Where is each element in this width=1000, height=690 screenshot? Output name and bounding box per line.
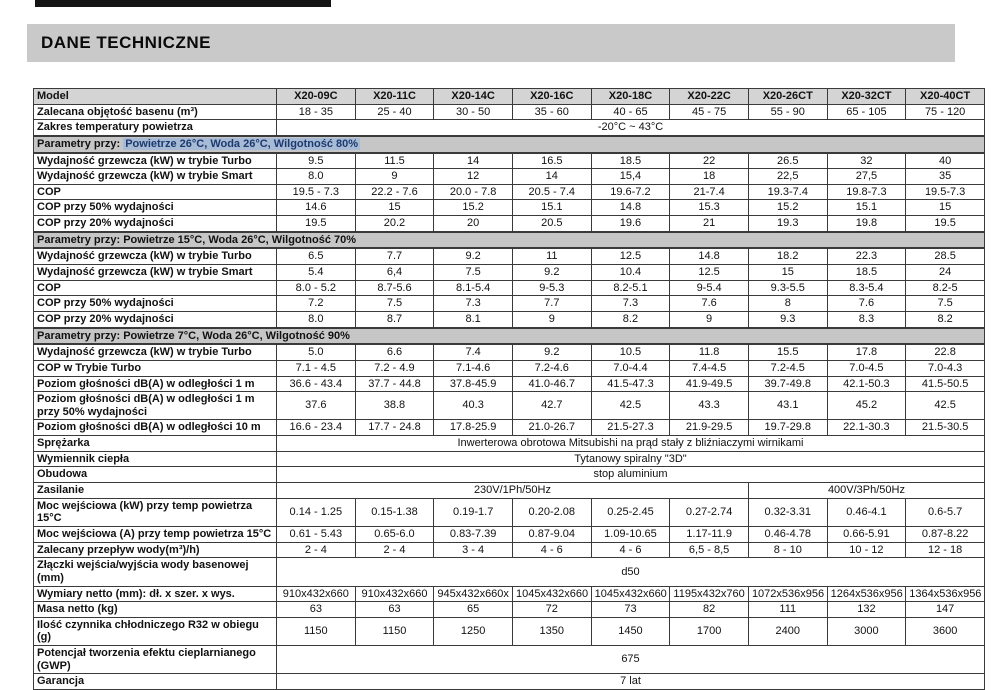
spec-value: 8.0	[277, 169, 356, 185]
spec-value: 7.5	[434, 265, 513, 281]
row-label: COP przy 20% wydajności	[34, 311, 277, 327]
spec-value: 28.5	[906, 248, 985, 264]
spec-value: 19.3	[748, 216, 827, 232]
spec-value: 21-7.4	[670, 184, 749, 200]
spec-value: 8.2	[906, 311, 985, 327]
spec-value: 17.8-25.9	[434, 420, 513, 436]
table-row	[34, 602, 985, 618]
spec-value: 0.66-5.91	[827, 526, 906, 542]
spec-value: 5.4	[277, 265, 356, 281]
spec-value: 9.2	[512, 265, 591, 281]
spec-value: 19.5-7.3	[906, 184, 985, 200]
column-header-model: X20-40CT	[906, 89, 985, 105]
spec-value: 8.2-5.1	[591, 280, 670, 296]
table-row	[34, 265, 985, 281]
spec-value: 0.46-4.78	[748, 526, 827, 542]
row-label: Wymiary netto (mm): dł. x szer. x wys.	[34, 586, 277, 602]
row-label: Moc wejściowa (A) przy temp powietrza 15°C	[34, 526, 277, 542]
spec-value: 2 - 4	[277, 542, 356, 558]
spec-value: 1364x536x956	[906, 586, 985, 602]
spec-value: 7.2	[277, 296, 356, 312]
section-condition: Powietrze 7°C, Woda 26°C, Wilgotność 90%	[123, 329, 350, 342]
spec-value: 14	[512, 169, 591, 185]
spec-value: 3600	[906, 617, 985, 645]
spec-value: 7.4-4.5	[670, 360, 749, 376]
spec-value: 0.46-4.1	[827, 498, 906, 526]
spec-value: 1045x432x660	[512, 586, 591, 602]
spec-value: 20.5 - 7.4	[512, 184, 591, 200]
spec-value: 10.5	[591, 344, 670, 360]
spec-value: 11.8	[670, 344, 749, 360]
spec-value: 37.6	[277, 392, 356, 420]
row-label: COP przy 50% wydajności	[34, 200, 277, 216]
spec-value: 0.27-2.74	[670, 498, 749, 526]
spec-table	[33, 88, 985, 690]
spec-value: 6,5 - 8,5	[670, 542, 749, 558]
spec-value-span: 675	[277, 646, 985, 674]
spec-value: 15.2	[434, 200, 513, 216]
spec-value: 910x432x660	[277, 586, 356, 602]
spec-value: 147	[906, 602, 985, 618]
spec-value: 15,4	[591, 169, 670, 185]
row-label: Poziom głośności dB(A) w odległości 10 m	[34, 420, 277, 436]
spec-value: 72	[512, 602, 591, 618]
spec-value: 45 - 75	[670, 104, 749, 120]
row-label: Moc wejściowa (kW) przy temp powietrza 15°C	[34, 498, 277, 526]
spec-value: 15	[906, 200, 985, 216]
spec-value: 7.7	[355, 248, 434, 264]
spec-value: 12.5	[670, 265, 749, 281]
spec-value: 7.1 - 4.5	[277, 360, 356, 376]
spec-value: 16.6 - 23.4	[277, 420, 356, 436]
spec-value: 0.15-1.38	[355, 498, 434, 526]
spec-value: 45.2	[827, 392, 906, 420]
spec-value: 22.1-30.3	[827, 420, 906, 436]
spec-value-span: -20°C ~ 43°C	[277, 120, 985, 136]
table-row	[34, 248, 985, 264]
spec-value: 15.3	[670, 200, 749, 216]
spec-value: 7.3	[434, 296, 513, 312]
spec-value: 21.5-27.3	[591, 420, 670, 436]
spec-value: 16.5	[512, 153, 591, 169]
spec-value: 43.1	[748, 392, 827, 420]
spec-value: 43.3	[670, 392, 749, 420]
row-label: Poziom głośności dB(A) w odległości 1 m przy 50% wydajności	[34, 392, 277, 420]
spec-value: 8 - 10	[748, 542, 827, 558]
table-row	[34, 674, 985, 690]
spec-value: 4 - 6	[591, 542, 670, 558]
spec-value: 1150	[355, 617, 434, 645]
spec-value: 14.8	[591, 200, 670, 216]
spec-value: 18 - 35	[277, 104, 356, 120]
row-label: Zakres temperatury powietrza	[34, 120, 277, 136]
section-header-row	[34, 136, 985, 153]
spec-value: 24	[906, 265, 985, 281]
spec-value: 9.3-5.5	[748, 280, 827, 296]
spec-value: 7.0-4.5	[827, 360, 906, 376]
spec-value-right: 400V/3Ph/50Hz	[748, 483, 984, 499]
section-prefix: Parametry przy:	[37, 137, 124, 150]
spec-value: 21.5-30.5	[906, 420, 985, 436]
spec-value: 21.0-26.7	[512, 420, 591, 436]
row-label: Zalecana objętość basenu (m³)	[34, 104, 277, 120]
spec-value: 15.1	[512, 200, 591, 216]
spec-value: 1072x536x956	[748, 586, 827, 602]
spec-value: 75 - 120	[906, 104, 985, 120]
row-label: COP	[34, 184, 277, 200]
spec-value: 7.0-4.4	[591, 360, 670, 376]
spec-value: 2 - 4	[355, 542, 434, 558]
spec-value: 9	[512, 311, 591, 327]
spec-value: 8.0 - 5.2	[277, 280, 356, 296]
spec-value: 8.0	[277, 311, 356, 327]
spec-value: 19.5	[906, 216, 985, 232]
table-row	[34, 483, 985, 499]
spec-value: 0.20-2.08	[512, 498, 591, 526]
spec-value: 8.7	[355, 311, 434, 327]
row-label: COP przy 20% wydajności	[34, 216, 277, 232]
spec-value: 111	[748, 602, 827, 618]
spec-value: 15	[748, 265, 827, 281]
spec-value: 22,5	[748, 169, 827, 185]
spec-value: 41.9-49.5	[670, 376, 749, 392]
section-header	[34, 136, 985, 153]
section-condition: Powietrze 15°C, Woda 26°C, Wilgotność 70%	[123, 233, 357, 246]
spec-value-span: d50	[277, 558, 985, 586]
spec-value: 19.8-7.3	[827, 184, 906, 200]
spec-value: 7.2 - 4.9	[355, 360, 434, 376]
spec-value: 37.8-45.9	[434, 376, 513, 392]
spec-value: 1250	[434, 617, 513, 645]
spec-value: 8.3-5.4	[827, 280, 906, 296]
spec-value: 41.5-47.3	[591, 376, 670, 392]
spec-value: 19.3-7.4	[748, 184, 827, 200]
row-label: Garancja	[34, 674, 277, 690]
spec-value: 7.5	[906, 296, 985, 312]
table-row	[34, 280, 985, 296]
spec-value: 1450	[591, 617, 670, 645]
table-row	[34, 311, 985, 327]
spec-value: 0.32-3.31	[748, 498, 827, 526]
row-label: Wydajność grzewcza (kW) w trybie Smart	[34, 265, 277, 281]
spec-value: 25 - 40	[355, 104, 434, 120]
spec-value: 19.7-29.8	[748, 420, 827, 436]
spec-value: 15.1	[827, 200, 906, 216]
spec-value: 7.2-4.6	[512, 360, 591, 376]
spec-value: 35	[906, 169, 985, 185]
spec-value: 1.09-10.65	[591, 526, 670, 542]
spec-value: 40 - 65	[591, 104, 670, 120]
spec-value: 20.0 - 7.8	[434, 184, 513, 200]
row-label: Ilość czynnika chłodniczego R32 w obiegu (g)	[34, 617, 277, 645]
spec-value: 9	[670, 311, 749, 327]
spec-value: 7.0-4.3	[906, 360, 985, 376]
spec-value: 7.2-4.5	[748, 360, 827, 376]
table-row	[34, 200, 985, 216]
spec-value: 12 - 18	[906, 542, 985, 558]
spec-value: 22.2 - 7.6	[355, 184, 434, 200]
column-header-label: Model	[34, 89, 277, 105]
spec-value: 11	[512, 248, 591, 264]
spec-value: 21	[670, 216, 749, 232]
spec-value: 9-5.3	[512, 280, 591, 296]
spec-value: 17.7 - 24.8	[355, 420, 434, 436]
column-header-model: X20-09C	[277, 89, 356, 105]
row-label: Wydajność grzewcza (kW) w trybie Smart	[34, 169, 277, 185]
table-row	[34, 376, 985, 392]
spec-value: 22.8	[906, 344, 985, 360]
spec-value: 15.2	[748, 200, 827, 216]
spec-value: 42.1-50.3	[827, 376, 906, 392]
table-row	[34, 104, 985, 120]
spec-value: 20	[434, 216, 513, 232]
page-title: DANE TECHNICZNE	[41, 33, 211, 52]
spec-value: 36.6 - 43.4	[277, 376, 356, 392]
spec-value: 14.8	[670, 248, 749, 264]
table-row	[34, 436, 985, 452]
spec-value: 14.6	[277, 200, 356, 216]
spec-value: 17.8	[827, 344, 906, 360]
column-header-model: X20-32CT	[827, 89, 906, 105]
column-header-model: X20-11C	[355, 89, 434, 105]
row-label: Wydajność grzewcza (kW) w trybie Turbo	[34, 153, 277, 169]
spec-value: 9.2	[512, 344, 591, 360]
title-banner	[27, 24, 955, 62]
spec-value: 1195x432x760	[670, 586, 749, 602]
column-header-model: X20-16C	[512, 89, 591, 105]
spec-value: 5.0	[277, 344, 356, 360]
spec-value: 0.87-8.22	[906, 526, 985, 542]
row-label: Sprężarka	[34, 436, 277, 452]
spec-value: 15.5	[748, 344, 827, 360]
spec-value: 9.3	[748, 311, 827, 327]
spec-value: 19.5 - 7.3	[277, 184, 356, 200]
section-header-row	[34, 232, 985, 249]
spec-value: 18.5	[591, 153, 670, 169]
row-label: COP	[34, 280, 277, 296]
spec-value: 1150	[277, 617, 356, 645]
spec-value: 37.7 - 44.8	[355, 376, 434, 392]
spec-value: 35 - 60	[512, 104, 591, 120]
spec-value: 41.0-46.7	[512, 376, 591, 392]
spec-value: 0.61 - 5.43	[277, 526, 356, 542]
spec-value: 132	[827, 602, 906, 618]
spec-value-span: Inwerterowa obrotowa Mitsubishi na prąd stały z bliźniaczymi wirnikami	[277, 436, 985, 452]
spec-value: 19.6-7.2	[591, 184, 670, 200]
spec-value: 910x432x660	[355, 586, 434, 602]
top-edge-bar	[35, 0, 331, 7]
spec-value: 30 - 50	[434, 104, 513, 120]
spec-value: 8.2-5	[906, 280, 985, 296]
spec-table-body	[34, 89, 985, 690]
table-row	[34, 392, 985, 420]
section-condition: Powietrze 26°C, Woda 26°C, Wilgotność 80%	[125, 137, 359, 150]
spec-value: 7.1-4.6	[434, 360, 513, 376]
spec-value: 1350	[512, 617, 591, 645]
table-row	[34, 344, 985, 360]
table-row	[34, 420, 985, 436]
spec-value: 11.5	[355, 153, 434, 169]
spec-value: 6,4	[355, 265, 434, 281]
row-label: COP przy 50% wydajności	[34, 296, 277, 312]
column-header-model: X20-26CT	[748, 89, 827, 105]
spec-value: 7.6	[827, 296, 906, 312]
spec-value: 1045x432x660	[591, 586, 670, 602]
spec-value: 41.5-50.5	[906, 376, 985, 392]
table-row	[34, 169, 985, 185]
spec-value: 18.2	[748, 248, 827, 264]
spec-value: 14	[434, 153, 513, 169]
column-header-model: X20-22C	[670, 89, 749, 105]
row-label: Poziom głośności dB(A) w odległości 1 m	[34, 376, 277, 392]
spec-value: 0.25-2.45	[591, 498, 670, 526]
spec-value: 38.8	[355, 392, 434, 420]
table-row	[34, 542, 985, 558]
column-header-model: X20-18C	[591, 89, 670, 105]
spec-value: 22	[670, 153, 749, 169]
table-row	[34, 184, 985, 200]
spec-value: 0.19-1.7	[434, 498, 513, 526]
spec-value: 7.7	[512, 296, 591, 312]
spec-value: 6.6	[355, 344, 434, 360]
spec-value: 19.5	[277, 216, 356, 232]
column-header-model: X20-14C	[434, 89, 513, 105]
row-label: Potencjał tworzenia efektu cieplarnianego (GWP)	[34, 646, 277, 674]
spec-value: 3000	[827, 617, 906, 645]
spec-value: 9.2	[434, 248, 513, 264]
spec-value: 18.5	[827, 265, 906, 281]
table-row	[34, 498, 985, 526]
spec-value: 20.5	[512, 216, 591, 232]
row-label: Wydajność grzewcza (kW) w trybie Turbo	[34, 344, 277, 360]
row-label: Złączki wejścia/wyjścia wody basenowej (mm)	[34, 558, 277, 586]
spec-value: 32	[827, 153, 906, 169]
spec-value: 20.2	[355, 216, 434, 232]
row-label: Wydajność grzewcza (kW) w trybie Turbo	[34, 248, 277, 264]
spec-value: 0.65-6.0	[355, 526, 434, 542]
row-label: Zasilanie	[34, 483, 277, 499]
spec-value: 7.6	[670, 296, 749, 312]
spec-value: 4 - 6	[512, 542, 591, 558]
spec-value: 0.14 - 1.25	[277, 498, 356, 526]
spec-value: 39.7-49.8	[748, 376, 827, 392]
spec-value: 1.17-11.9	[670, 526, 749, 542]
spec-value: 8.2	[591, 311, 670, 327]
section-header	[34, 328, 985, 345]
spec-value: 82	[670, 602, 749, 618]
spec-value: 9-5.4	[670, 280, 749, 296]
table-row	[34, 646, 985, 674]
spec-value: 8.1	[434, 311, 513, 327]
table-row	[34, 617, 985, 645]
spec-value: 2400	[748, 617, 827, 645]
table-row	[34, 296, 985, 312]
spec-value: 0.6-5.7	[906, 498, 985, 526]
spec-value: 3 - 4	[434, 542, 513, 558]
spec-value: 7.4	[434, 344, 513, 360]
spec-value: 40	[906, 153, 985, 169]
section-prefix: Parametry przy:	[37, 233, 124, 246]
section-prefix: Parametry przy:	[37, 329, 124, 342]
table-row	[34, 216, 985, 232]
spec-value: 26.5	[748, 153, 827, 169]
spec-value: 7.5	[355, 296, 434, 312]
spec-value: 8.3	[827, 311, 906, 327]
spec-value: 27,5	[827, 169, 906, 185]
spec-value: 42.7	[512, 392, 591, 420]
spec-value: 9.5	[277, 153, 356, 169]
spec-value: 18	[670, 169, 749, 185]
spec-value: 9	[355, 169, 434, 185]
row-label: Wymiennik ciepła	[34, 451, 277, 467]
table-row	[34, 120, 985, 136]
spec-value: 1700	[670, 617, 749, 645]
spec-value: 8	[748, 296, 827, 312]
spec-value: 63	[355, 602, 434, 618]
table-row	[34, 586, 985, 602]
row-label: Zalecany przepływ wody(m³)/h)	[34, 542, 277, 558]
spec-value: 15	[355, 200, 434, 216]
spec-value-span: 7 lat	[277, 674, 985, 690]
table-row	[34, 360, 985, 376]
spec-value-span: Tytanowy spiralny "3D"	[277, 451, 985, 467]
spec-value-span: stop aluminium	[277, 467, 985, 483]
spec-value-left: 230V/1Ph/50Hz	[277, 483, 749, 499]
spec-value: 8.1-5.4	[434, 280, 513, 296]
spec-value: 63	[277, 602, 356, 618]
spec-value: 65	[434, 602, 513, 618]
spec-value: 19.8	[827, 216, 906, 232]
spec-value: 6.5	[277, 248, 356, 264]
row-label: Masa netto (kg)	[34, 602, 277, 618]
row-label: Obudowa	[34, 467, 277, 483]
spec-value: 22.3	[827, 248, 906, 264]
spec-value: 12.5	[591, 248, 670, 264]
section-header	[34, 232, 985, 249]
spec-value: 42.5	[591, 392, 670, 420]
spec-value: 945x432x660x	[434, 586, 513, 602]
spec-value: 40.3	[434, 392, 513, 420]
spec-value: 55 - 90	[748, 104, 827, 120]
spec-value: 73	[591, 602, 670, 618]
spec-value: 10 - 12	[827, 542, 906, 558]
table-header-row	[34, 89, 985, 105]
section-header-row	[34, 328, 985, 345]
table-row	[34, 467, 985, 483]
spec-value: 42.5	[906, 392, 985, 420]
table-row	[34, 153, 985, 169]
spec-value: 21.9-29.5	[670, 420, 749, 436]
table-row	[34, 558, 985, 586]
spec-value: 10.4	[591, 265, 670, 281]
table-row	[34, 526, 985, 542]
spec-value: 1264x536x956	[827, 586, 906, 602]
table-row	[34, 451, 985, 467]
spec-value: 0.83-7.39	[434, 526, 513, 542]
spec-value: 65 - 105	[827, 104, 906, 120]
spec-value: 19.6	[591, 216, 670, 232]
spec-value: 8.7-5.6	[355, 280, 434, 296]
spec-value: 7.3	[591, 296, 670, 312]
row-label: COP w Trybie Turbo	[34, 360, 277, 376]
spec-value: 0.87-9.04	[512, 526, 591, 542]
spec-value: 12	[434, 169, 513, 185]
